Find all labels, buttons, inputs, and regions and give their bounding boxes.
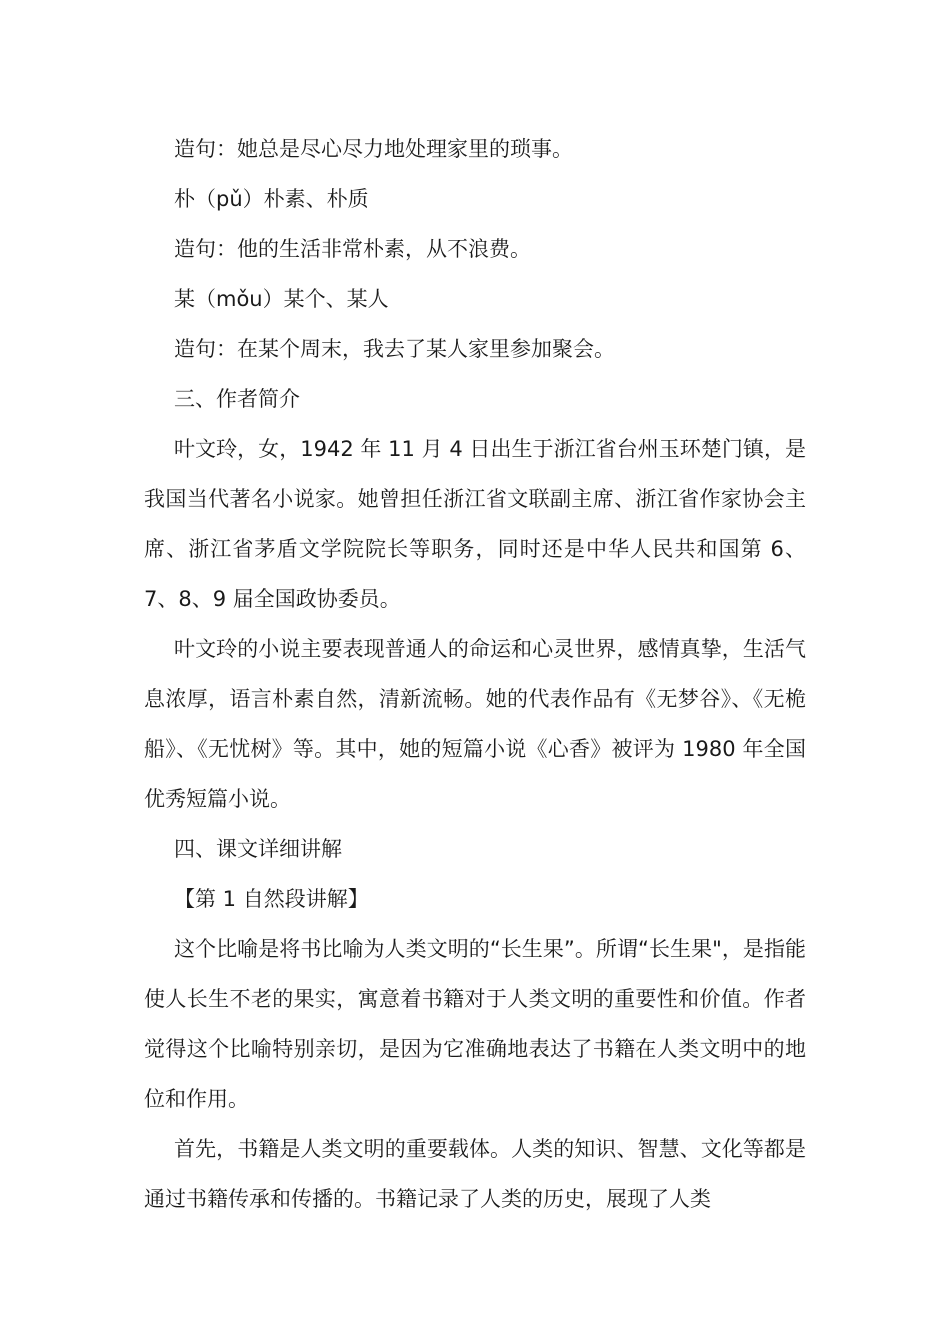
vocab-pu: 朴（pǔ）朴素、朴质	[174, 187, 369, 211]
author-intro-paragraph: 叶文玲，女，1942 年 11 月 4 日出生于浙江省台州玉环楚门镇，是我国当代著名小说家。她曾担任浙江省文联副主席、浙江省作家协会主席、浙江省茅盾文学院院长等职务，同时还是中华人民共和国第 6、7、8、9 届全国政协委员。	[144, 437, 806, 611]
sentence-example-3: 造句：在某个周末，我去了某人家里参加聚会。	[174, 337, 615, 361]
section-title-lesson: 四、课文详细讲解	[174, 837, 342, 861]
sentence-example-1: 造句：她总是尽心尽力地处理家里的琐事。	[174, 137, 573, 161]
paragraph-2-explanation: 首先，书籍是人类文明的重要载体。人类的知识、智慧、文化等都是通过书籍传承和传播的。书籍记录了人类的历史，展现了人类	[144, 1137, 806, 1211]
paragraph-1-explanation: 这个比喻是将书比喻为人类文明的“长生果”。所谓“长生果"，是指能使人长生不老的果实，寓意着书籍对于人类文明的重要性和价值。作者觉得这个比喻特别亲切，是因为它准确地表达了书籍在人类文明中的地位和作用。	[144, 937, 806, 1111]
section-title-author: 三、作者简介	[174, 387, 300, 411]
vocab-mou: 某（mǒu）某个、某人	[174, 287, 389, 311]
sentence-example-2: 造句：他的生活非常朴素，从不浪费。	[174, 237, 531, 261]
document-body	[144, 124, 806, 1224]
author-works-paragraph: 叶文玲的小说主要表现普通人的命运和心灵世界，感情真挚，生活气息浓厚，语言朴素自然，清新流畅。她的代表作品有《无梦谷》、《无桅船》、《无忧树》等。其中，她的短篇小说《心香》被评为 1980 年全国优秀短篇小说。	[144, 637, 806, 811]
paragraph-1-heading: 【第 1 自然段讲解】	[174, 887, 369, 911]
